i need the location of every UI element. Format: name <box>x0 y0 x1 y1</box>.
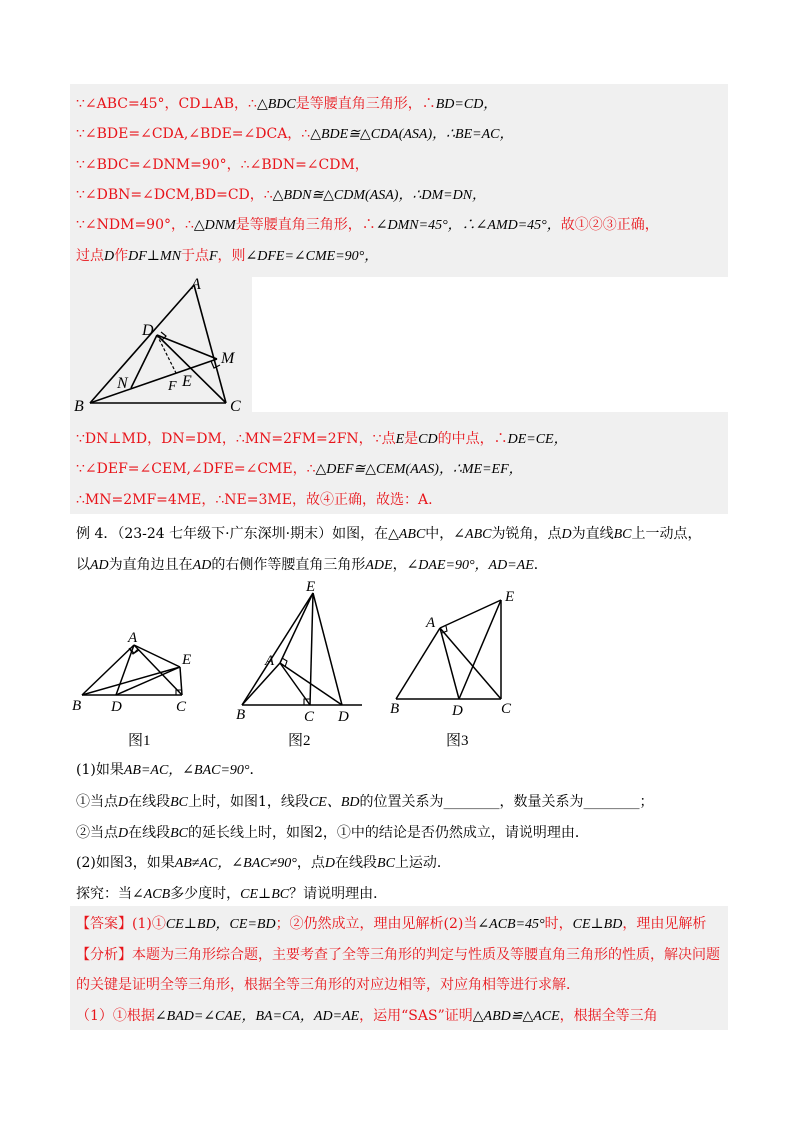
label-F: F <box>168 379 177 394</box>
figure-1-caption: 图1 <box>128 733 151 749</box>
label-M: M <box>221 350 235 367</box>
fig1-label-E: E <box>182 652 192 668</box>
question-line-2: ①当点D在线段BC上时，如图1，线段CE、BD的位置关系为________，数量关系为________； <box>76 794 654 810</box>
fig2-label-C: C <box>304 709 315 723</box>
geometry-figure-1 <box>72 628 202 718</box>
question-line-3: ②当点D在线段BC的延长线上时，如图2，①中的结论是否仍然成立，请说明理由． <box>76 825 589 841</box>
answer-line-1: 【答案】(1)①CE⊥BD，CE=BD；②仍然成立，理由见解析(2)当∠ACB=45°时，CE⊥BD，理由见解析 <box>76 916 707 932</box>
solution-line-2: ∵∠BDE=∠CDA,∠BDE=∠DCA，∴△BDE≅△CDA(ASA)，∴BE=AC， <box>76 126 514 142</box>
label-A: A <box>191 277 201 293</box>
fig2-label-E: E <box>306 579 316 595</box>
solution-line-6: 过点D作DF⊥MN于点F，则∠DFE=∠CME=90°， <box>76 248 379 264</box>
label-C: C <box>230 398 241 413</box>
question-line-5: 探究：当∠ACB多少度时，CE⊥BC？请说明理由． <box>76 886 388 902</box>
label-E: E <box>182 373 192 390</box>
fig3-label-C: C <box>501 701 512 717</box>
example-line-1: 例 4．（23-24 七年级下·广东深圳·期末）如图，在△ABC中，∠ABC为锐角，点D为直线BC上一动点， <box>76 526 702 542</box>
question-line-4: (2)如图3，如果AB≠AC，∠BAC≠90°，点D在线段BC上运动． <box>76 855 451 871</box>
figure-2-caption: 图2 <box>288 733 311 749</box>
answer-line-4: （1）①根据∠BAD=∠CAE，BA=CA，AD=AE，运用“SAS”证明△ABD≌△ACE，根据全等三角 <box>76 1008 658 1024</box>
solution-line-5: ∵∠NDM=90°，∴△DNM是等腰直角三角形，∴∠DMN=45°，∴∠AMD=45°，故①②③正确， <box>76 217 659 233</box>
solution-line-9: ∴MN=2MF=4ME，∴NE=3ME，故④正确，故选：A. <box>76 492 433 508</box>
geometry-figure-3 <box>386 585 526 720</box>
figure-3-caption: 图3 <box>446 733 469 749</box>
fig1-label-D: D <box>111 699 122 715</box>
fig1-label-A: A <box>128 630 138 646</box>
answer-line-3: 的关键是证明全等三角形，根据全等三角形的对应边相等，对应角相等进行求解． <box>76 977 580 993</box>
solution-line-4: ∵∠DBN=∠DCM,BD=CD，∴△BDN≅△CDM(ASA)，∴DM=DN， <box>76 187 487 203</box>
fig2-label-A: A <box>265 653 275 669</box>
solution-line-8: ∵∠DEF=∠CEM,∠DFE=∠CME，∴△DEF≅△CEM(AAS)，∴ME=EF， <box>76 461 523 477</box>
solution-line-1: ∵∠ABC=45°，CD⊥AB，∴△BDC是等腰直角三角形，∴BD=CD， <box>76 96 498 112</box>
fig3-label-D: D <box>452 703 463 719</box>
example-line-2: 以AD为直角边且在AD的右侧作等腰直角三角形ADE，∠DAE=90°，AD=AE． <box>76 557 548 573</box>
label-N: N <box>117 375 128 392</box>
fig3-label-B: B <box>390 701 400 717</box>
fig3-label-E: E <box>505 589 515 605</box>
question-line-1: (1)如果AB=AC，∠BAC=90°． <box>76 762 264 778</box>
solution-line-7: ∵DN⊥MD，DN=DM，∴MN=2FM=2FN，∵点E是CD的中点，∴DE=CE， <box>76 431 568 447</box>
geometry-figure-2 <box>232 578 372 723</box>
fig3-label-A: A <box>426 615 436 631</box>
geometry-figure-main <box>70 277 252 413</box>
label-B: B <box>74 398 84 413</box>
fig2-label-D: D <box>338 709 349 723</box>
fig1-label-B: B <box>72 698 82 714</box>
fig2-label-B: B <box>236 707 246 723</box>
solution-line-3: ∵∠BDC=∠DNM=90°，∴∠BDN=∠CDM， <box>76 157 369 173</box>
label-D: D <box>142 322 154 339</box>
fig1-label-C: C <box>176 699 187 715</box>
answer-line-2: 【分析】本题为三角形综合题，主要考查了全等三角形的判定与性质及等腰直角三角形的性质，解决问题 <box>76 947 720 963</box>
